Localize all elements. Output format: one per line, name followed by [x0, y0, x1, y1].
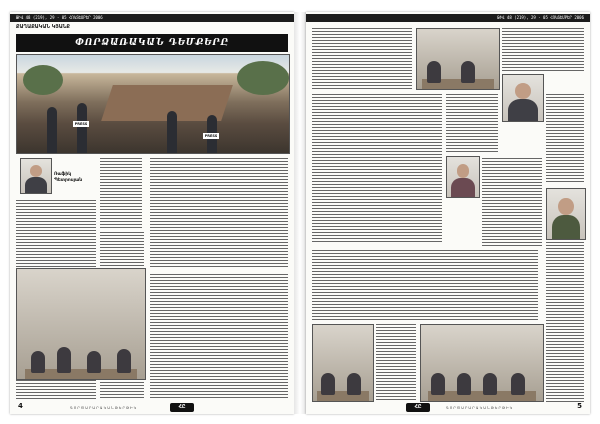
text-column: [376, 324, 416, 400]
logo: ՀԸ: [406, 403, 430, 412]
person-shape: [347, 373, 361, 395]
person-shape: [31, 351, 45, 373]
person-shape: [87, 351, 101, 373]
figure-shape: [77, 103, 87, 153]
right-footer-text: Գ Ո Ր Ծ Ա Ր Ա Ր Ա Կ Ա Ն Թ Ե Ր Թ Ի Կ: [446, 406, 513, 410]
press-street-photo: [16, 54, 290, 154]
text-column: [100, 158, 142, 228]
meeting-photo: [16, 268, 146, 380]
text-column: [312, 94, 442, 244]
logo: ՀԸ: [170, 403, 194, 412]
person-shape: [321, 373, 335, 395]
guest-portrait: [502, 74, 544, 122]
portrait-body: [25, 177, 48, 194]
text-column: [312, 250, 538, 320]
text-column: [482, 158, 542, 246]
woman-portrait: [446, 156, 480, 198]
right-issue-line: ԹԻՎ 48 (219), 29 - 05 ՀՈԿՏԵՄԲԵՐ 2006: [497, 15, 584, 20]
portrait-head: [30, 165, 42, 177]
soldier-portrait: [546, 188, 586, 240]
right-page: [306, 12, 590, 414]
portrait-head: [558, 198, 573, 215]
portrait-body: [508, 99, 538, 122]
meeting-photo-small: [312, 324, 374, 402]
portrait-body: [552, 215, 581, 240]
figure-shape: [47, 107, 57, 153]
text-column: [502, 28, 584, 72]
press-label: PRESS: [204, 134, 218, 138]
portrait-body: [451, 178, 475, 198]
portrait-caption: Ռաֆիկ Պետրոսյան: [54, 172, 83, 183]
person-shape: [461, 61, 475, 83]
person-shape: [117, 349, 131, 373]
text-column: [546, 242, 584, 402]
page-number-right: 5: [577, 402, 582, 410]
text-column: [446, 94, 498, 154]
text-column: [150, 158, 288, 268]
spread-gutter: [294, 12, 306, 414]
text-column: [546, 94, 584, 184]
portrait-head: [515, 83, 531, 99]
section-label: ՔԱՂԱՔԱԿԱՆ ԿՅԱՆՔ: [16, 24, 70, 30]
portrait-photo: [20, 158, 52, 194]
left-footer-text: Գ Ո Ր Ծ Ա Ր Ա Ր Ա Կ Ա Ն Թ Ե Ր Թ Ի Կ: [70, 406, 137, 410]
left-top-band: [10, 14, 294, 22]
conference-photo: [420, 324, 544, 402]
person-shape: [427, 61, 441, 83]
portrait-head: [457, 164, 470, 178]
tree-shape: [23, 65, 63, 95]
person-shape: [457, 373, 471, 395]
person-shape: [431, 373, 445, 395]
left-page: [10, 12, 294, 414]
text-column: [150, 274, 288, 400]
text-column: [312, 28, 412, 90]
tree-shape: [237, 61, 289, 95]
right-top-band: [306, 14, 590, 22]
left-issue-line: ԹԻՎ 48 (219), 29 - 05 ՀՈԿՏԵՄԲԵՐ 2006: [16, 15, 103, 20]
page-number-left: 4: [18, 402, 23, 410]
press-label: PRESS: [74, 122, 88, 126]
figure-shape: [167, 111, 177, 153]
person-shape: [483, 373, 497, 395]
banner-title: ՓՈՐՁԱՌԱԿԱՆ ԴԵՄՔԵՐԸ: [16, 34, 288, 52]
person-shape: [57, 347, 71, 373]
office-photo: [416, 28, 500, 90]
person-shape: [511, 373, 525, 395]
